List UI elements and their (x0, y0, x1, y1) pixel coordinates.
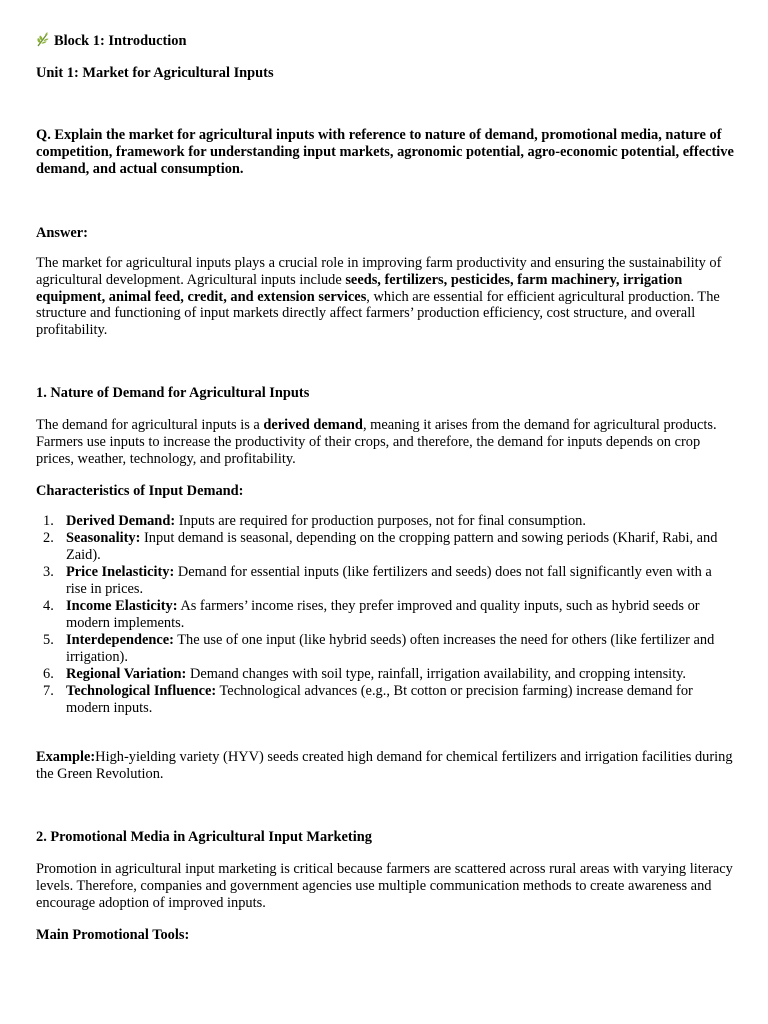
list-number: 7. (43, 683, 54, 700)
example-label: Example: (36, 749, 96, 765)
example-text: High-yielding variety (HYV) seeds created high demand for chemical fertilizers and irrigation facilities during the Green Revolution. (36, 749, 733, 782)
list-text: Demand changes with soil type, rainfall, irrigation availability, and cropping intensity. (186, 666, 687, 683)
list-text: Input demand is seasonal, depending on the cropping pattern and sowing periods (Kharif, Rabi, and Zaid). (66, 530, 718, 563)
list-item (36, 632, 736, 666)
list-item (36, 683, 736, 717)
section1-text: The demand for agricultural inputs is a (36, 417, 264, 433)
list-number: 6. (43, 666, 54, 683)
unit-title: Unit 1: Market for Agricultural Inputs (36, 65, 274, 81)
list-text: Inputs are required for production purposes, not for final consumption. (175, 513, 586, 529)
list-term: Interdependence: (66, 632, 174, 649)
list-number: 2. (43, 530, 54, 547)
list-text: The use of one input (like hybrid seeds) often increases the need for others (like fertilizer and irrigation). (66, 632, 715, 665)
section1-paragraph (36, 417, 736, 467)
list-number: 4. (43, 598, 54, 615)
section2-paragraph: Promotion in agricultural input marketing is critical because farmers are scattered across rural areas with varying literacy levels. Therefore, companies and government agencies use multiple communication methods to create awareness and encourage adoption of improved inputs. (36, 861, 733, 911)
list-item (36, 598, 736, 632)
intro-bold-inputs: seeds, fertilizers, pesticides, farm machinery, irrigation equipment, animal feed, credit, and extension services (36, 271, 683, 305)
characteristics-list (36, 513, 736, 717)
intro-text: The market for agricultural inputs plays a crucial role in improving farm productivity and ensuring the sustainability of agricultural development. Agricultural inputs include (36, 255, 722, 288)
list-term: Derived Demand: (66, 513, 176, 529)
list-item (36, 564, 736, 598)
question-text: Q. Explain the market for agricultural inputs with reference to nature of demand, promotional media, nature of competition, framework for understanding input markets, agronomic potential, agro-economic potential, effective demand, and actual consumption. (36, 127, 734, 177)
intro-text-end: , which are essential for efficient agricultural production. The structure and functioning of input markets directly affect farmers’ production efficiency, cost structure, and overall profitability. (36, 288, 720, 339)
section1-bold: derived demand (263, 417, 363, 433)
promotional-tools-heading: Main Promotional Tools: (36, 927, 190, 943)
list-number: 3. (43, 564, 54, 581)
list-term: Regional Variation: (66, 666, 187, 683)
answer-label: Answer: (36, 225, 88, 241)
section2-heading: 2. Promotional Media in Agricultural Input Marketing (36, 829, 372, 845)
list-item (36, 666, 736, 683)
example-paragraph (36, 749, 736, 783)
list-text: As farmers’ income rises, they prefer improved and quality inputs, such as hybrid seeds or modern implements. (66, 598, 700, 631)
block-title-text: Block 1: Introduction (54, 33, 187, 49)
list-term: Price Inelasticity: (66, 564, 175, 581)
list-term: Income Elasticity: (66, 598, 178, 615)
section1-heading: 1. Nature of Demand for Agricultural Inputs (36, 385, 310, 401)
list-text: Technological advances (e.g., Bt cotton or precision farming) increase demand for modern inputs. (66, 683, 693, 717)
list-term: Technological Influence: (66, 683, 217, 700)
list-item (36, 530, 736, 564)
answer-intro-paragraph (36, 255, 736, 339)
list-item (36, 513, 736, 530)
list-number: 1. (43, 513, 54, 529)
list-text: Demand for essential inputs (like fertilizers and seeds) does not fall significantly even with a rise in prices. (66, 564, 712, 597)
block-title (36, 32, 736, 50)
characteristics-heading: Characteristics of Input Demand: (36, 483, 244, 499)
section1-text-end: , meaning it arises from the demand for agricultural products. Farmers use inputs to increase the productivity of their crops, and therefore, the demand for inputs depends on crop prices, weather, technology, and profitability. (36, 417, 717, 467)
list-number: 5. (43, 632, 54, 649)
list-term: Seasonality: (66, 530, 141, 547)
leaf-icon (36, 32, 49, 47)
